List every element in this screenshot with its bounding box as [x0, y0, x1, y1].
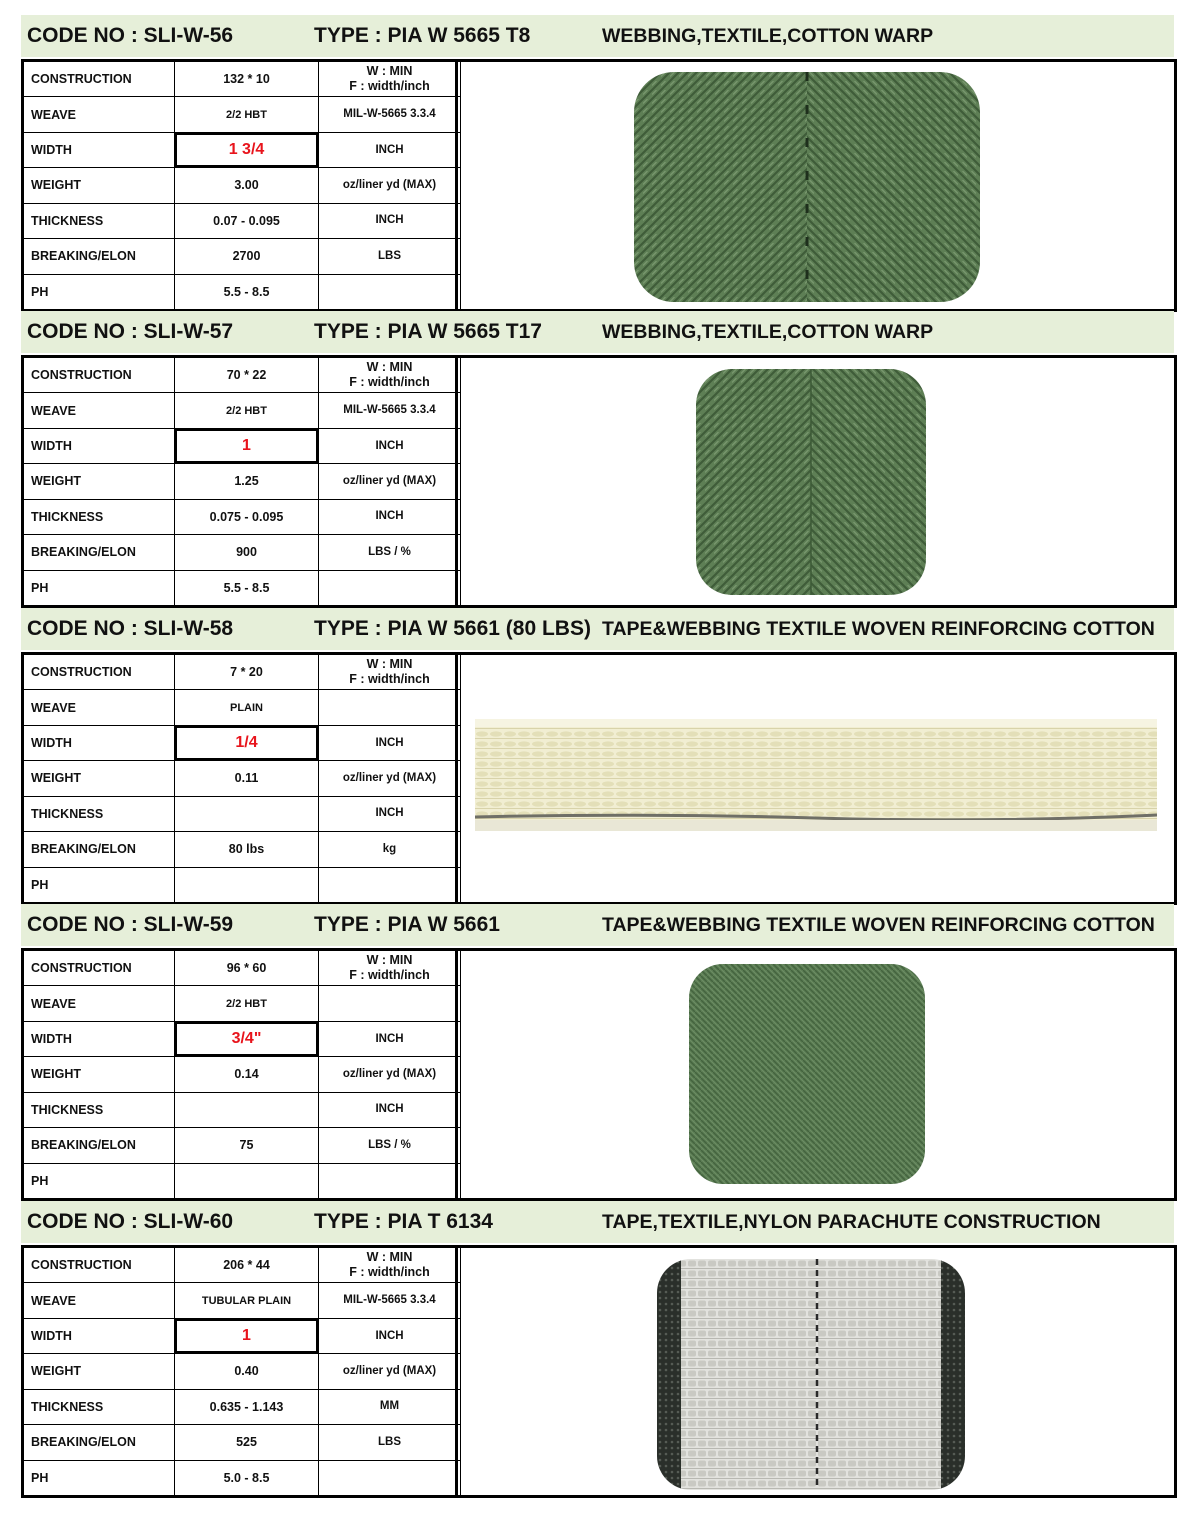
width-label: WIDTH — [24, 1021, 175, 1056]
thickness-value: 0.075 - 0.095 — [175, 499, 319, 534]
section-header — [21, 311, 1174, 353]
ph-unit — [319, 1460, 461, 1495]
width-label: WIDTH — [24, 132, 175, 167]
weave-value: 2/2 HBT — [175, 97, 319, 132]
ph-unit — [319, 570, 461, 605]
spec-table — [24, 951, 461, 1198]
construction-unit: W : MIN F : width/inch — [319, 358, 461, 393]
spec-table — [24, 655, 461, 902]
fabric-image — [689, 964, 925, 1184]
product-type: TYPE : PIA W 5661 (80 LBS) — [314, 617, 591, 640]
construction-unit: W : MIN F : width/inch — [319, 1248, 461, 1283]
breaking-label: BREAKING/ELON — [24, 1128, 175, 1163]
fabric-image — [657, 1259, 965, 1490]
construction-label: CONSTRUCTION — [24, 951, 175, 986]
construction-value: 70 * 22 — [175, 358, 319, 393]
weight-label: WEIGHT — [24, 464, 175, 499]
construction-value: 206 * 44 — [175, 1248, 319, 1283]
spec-box — [21, 59, 1177, 312]
weave-value: 2/2 HBT — [175, 986, 319, 1021]
ph-label: PH — [24, 1460, 175, 1495]
weave-label: WEAVE — [24, 97, 175, 132]
breaking-value: 2700 — [175, 239, 319, 274]
ph-label: PH — [24, 867, 175, 902]
product-code: CODE NO : SLI-W-57 — [27, 320, 234, 343]
product-description: WEBBING,TEXTILE,COTTON WARP — [602, 25, 934, 47]
construction-unit: W : MIN F : width/inch — [319, 951, 461, 986]
spec-table — [24, 1248, 461, 1495]
weight-unit: oz/liner yd (MAX) — [319, 761, 461, 796]
weave-label: WEAVE — [24, 393, 175, 428]
spec-box — [21, 355, 1177, 608]
breaking-label: BREAKING/ELON — [24, 239, 175, 274]
construction-value: 7 * 20 — [175, 655, 319, 690]
breaking-unit: LBS — [319, 239, 461, 274]
thickness-label: THICKNESS — [24, 1389, 175, 1424]
breaking-value: 525 — [175, 1425, 319, 1460]
breaking-unit: LBS / % — [319, 1128, 461, 1163]
weave-label: WEAVE — [24, 986, 175, 1021]
fabric-image — [475, 719, 1157, 831]
divider — [455, 358, 458, 605]
product-type: TYPE : PIA W 5661 — [314, 913, 500, 936]
olive-fine-twill-swatch — [689, 964, 925, 1184]
width-unit: INCH — [319, 132, 461, 167]
breaking-unit: LBS — [319, 1425, 461, 1460]
thickness-value — [175, 1092, 319, 1127]
ph-label: PH — [24, 1163, 175, 1198]
width-value: 3/4" — [175, 1021, 319, 1056]
breaking-value: 80 lbs — [175, 832, 319, 867]
weight-unit: oz/liner yd (MAX) — [319, 168, 461, 203]
width-unit: INCH — [319, 1318, 461, 1353]
ph-unit — [319, 1163, 461, 1198]
width-label: WIDTH — [24, 428, 175, 463]
divider — [455, 62, 458, 309]
construction-value: 132 * 10 — [175, 62, 319, 97]
thickness-unit: INCH — [319, 1092, 461, 1127]
breaking-unit: LBS / % — [319, 535, 461, 570]
section-header — [21, 15, 1174, 57]
construction-value: 96 * 60 — [175, 951, 319, 986]
width-value: 1 3/4 — [175, 132, 319, 167]
olive-herringbone-webbing-swatch — [696, 369, 926, 595]
weight-unit: oz/liner yd (MAX) — [319, 1354, 461, 1389]
weight-value: 0.40 — [175, 1354, 319, 1389]
construction-label: CONSTRUCTION — [24, 1248, 175, 1283]
width-unit: INCH — [319, 428, 461, 463]
thickness-unit: INCH — [319, 203, 461, 238]
width-label: WIDTH — [24, 725, 175, 760]
product-description: TAPE,TEXTILE,NYLON PARACHUTE CONSTRUCTION — [602, 1211, 1101, 1233]
width-value: 1/4 — [175, 725, 319, 760]
section-header — [21, 904, 1174, 946]
spec-box — [21, 652, 1177, 905]
fabric-image — [696, 369, 926, 595]
product-description: TAPE&WEBBING TEXTILE WOVEN REINFORCING COTTON — [602, 618, 1155, 640]
weight-label: WEIGHT — [24, 761, 175, 796]
product-code: CODE NO : SLI-W-59 — [27, 913, 234, 936]
section-header — [21, 1201, 1174, 1243]
width-unit: INCH — [319, 1021, 461, 1056]
weave-value: TUBULAR PLAIN — [175, 1283, 319, 1318]
thickness-label: THICKNESS — [24, 499, 175, 534]
spec-table — [24, 358, 461, 605]
thickness-value: 0.635 - 1.143 — [175, 1389, 319, 1424]
ph-label: PH — [24, 274, 175, 309]
construction-label: CONSTRUCTION — [24, 358, 175, 393]
weave-unit: MIL-W-5665 3.3.4 — [319, 97, 461, 132]
width-value: 1 — [175, 1318, 319, 1353]
breaking-unit: kg — [319, 832, 461, 867]
weave-value: 2/2 HBT — [175, 393, 319, 428]
product-code: CODE NO : SLI-W-56 — [27, 24, 234, 47]
breaking-label: BREAKING/ELON — [24, 1425, 175, 1460]
width-unit: INCH — [319, 725, 461, 760]
weave-label: WEAVE — [24, 690, 175, 725]
ph-value — [175, 867, 319, 902]
cream-cotton-tape-swatch — [475, 719, 1157, 831]
breaking-value: 75 — [175, 1128, 319, 1163]
divider — [455, 951, 458, 1198]
weave-label: WEAVE — [24, 1283, 175, 1318]
construction-label: CONSTRUCTION — [24, 655, 175, 690]
divider — [455, 1248, 458, 1495]
section-header — [21, 608, 1174, 650]
construction-label: CONSTRUCTION — [24, 62, 175, 97]
spec-table — [24, 62, 461, 309]
product-type: TYPE : PIA W 5665 T8 — [314, 24, 531, 47]
product-code: CODE NO : SLI-W-58 — [27, 617, 234, 640]
thickness-label: THICKNESS — [24, 796, 175, 831]
weight-value: 0.14 — [175, 1057, 319, 1092]
weave-unit — [319, 690, 461, 725]
thickness-value: 0.07 - 0.095 — [175, 203, 319, 238]
product-description: WEBBING,TEXTILE,COTTON WARP — [602, 321, 934, 343]
breaking-label: BREAKING/ELON — [24, 832, 175, 867]
white-nylon-parachute-tape-swatch — [657, 1259, 965, 1490]
weight-label: WEIGHT — [24, 1354, 175, 1389]
fabric-image — [634, 72, 980, 302]
ph-value: 5.5 - 8.5 — [175, 570, 319, 605]
width-label: WIDTH — [24, 1318, 175, 1353]
width-value: 1 — [175, 428, 319, 463]
spec-box — [21, 1245, 1177, 1498]
weight-label: WEIGHT — [24, 168, 175, 203]
ph-unit — [319, 274, 461, 309]
weave-unit: MIL-W-5665 3.3.4 — [319, 393, 461, 428]
thickness-label: THICKNESS — [24, 1092, 175, 1127]
thickness-value — [175, 796, 319, 831]
weight-value: 3.00 — [175, 168, 319, 203]
construction-unit: W : MIN F : width/inch — [319, 655, 461, 690]
divider — [455, 655, 458, 902]
product-description: TAPE&WEBBING TEXTILE WOVEN REINFORCING COTTON — [602, 914, 1155, 936]
ph-label: PH — [24, 570, 175, 605]
thickness-unit: INCH — [319, 796, 461, 831]
ph-value: 5.5 - 8.5 — [175, 274, 319, 309]
weight-value: 1.25 — [175, 464, 319, 499]
breaking-value: 900 — [175, 535, 319, 570]
ph-value — [175, 1163, 319, 1198]
spec-box — [21, 948, 1177, 1201]
thickness-unit: MM — [319, 1389, 461, 1424]
product-type: TYPE : PIA W 5665 T17 — [314, 320, 542, 343]
weight-unit: oz/liner yd (MAX) — [319, 1057, 461, 1092]
weight-value: 0.11 — [175, 761, 319, 796]
ph-value: 5.0 - 8.5 — [175, 1460, 319, 1495]
weave-value: PLAIN — [175, 690, 319, 725]
weave-unit — [319, 986, 461, 1021]
olive-twill-webbing-swatch — [634, 72, 980, 302]
product-code: CODE NO : SLI-W-60 — [27, 1210, 234, 1233]
weight-label: WEIGHT — [24, 1057, 175, 1092]
breaking-label: BREAKING/ELON — [24, 535, 175, 570]
product-type: TYPE : PIA T 6134 — [314, 1210, 493, 1233]
thickness-label: THICKNESS — [24, 203, 175, 238]
thickness-unit: INCH — [319, 499, 461, 534]
ph-unit — [319, 867, 461, 902]
construction-unit: W : MIN F : width/inch — [319, 62, 461, 97]
weight-unit: oz/liner yd (MAX) — [319, 464, 461, 499]
weave-unit: MIL-W-5665 3.3.4 — [319, 1283, 461, 1318]
